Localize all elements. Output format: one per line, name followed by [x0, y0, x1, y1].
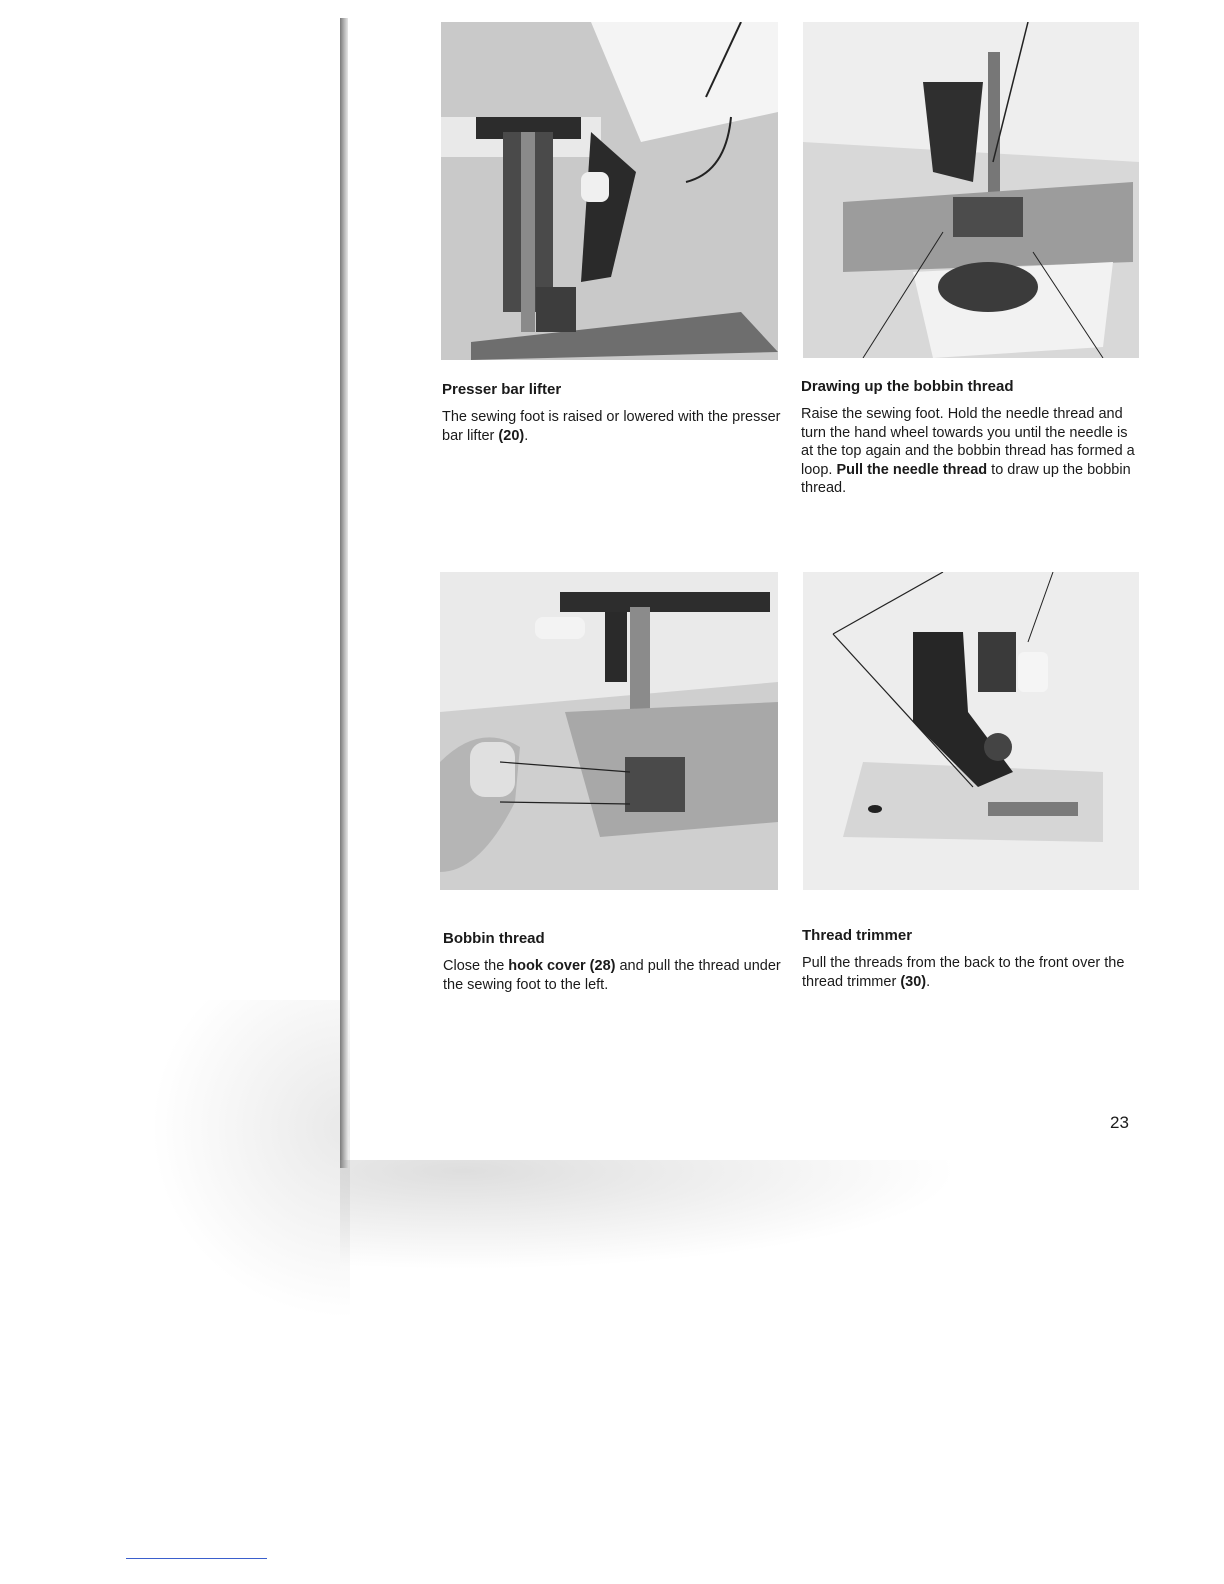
text-run-bold: (30) — [900, 973, 927, 990]
heading-bobbin-thread: Bobbin thread — [443, 930, 545, 947]
text-run: Raise the sewing foot. Hold the needle thread and turn the hand wheel towards you until the needle is at the top again and the bobbin thread has formed a loop. — [801, 406, 1135, 478]
body-drawing-up-bobbin-thread — [801, 405, 1141, 498]
heading-thread-trimmer: Thread trimmer — [802, 927, 913, 944]
body-bobbin-thread — [443, 957, 783, 994]
text-run-bold: (20) — [498, 427, 525, 444]
text-run: and pull the thread under the sewing foot to the left. — [443, 958, 781, 993]
body-presser-bar-lifter — [442, 408, 782, 445]
section-drawing-up-bobbin-thread — [801, 378, 1141, 498]
page-binding-edge — [340, 18, 348, 1168]
text-run: . — [926, 973, 931, 990]
photo-thread-trimmer — [803, 572, 1139, 890]
photo-presser-bar-lifter — [441, 22, 778, 360]
section-bobbin-thread — [443, 930, 783, 994]
page-number: 23 — [1110, 1113, 1129, 1132]
heading-presser-bar-lifter: Presser bar lifter — [442, 381, 562, 398]
text-run: to draw up the bobbin thread. — [801, 461, 1131, 496]
footer-rule — [126, 1558, 267, 1559]
body-thread-trimmer — [802, 954, 1142, 991]
section-presser-bar-lifter — [442, 381, 782, 445]
photo-drawing-up-bobbin-thread — [803, 22, 1139, 358]
photo-bobbin-thread — [440, 572, 778, 890]
heading-drawing-up-bobbin-thread: Drawing up the bobbin thread — [801, 378, 1014, 395]
text-run: Close the — [443, 958, 509, 974]
text-run: Pull the threads from the back to the front over the thread trimmer — [802, 955, 1125, 990]
text-run-bold: Pull the needle thread — [836, 461, 988, 478]
scan-shadow-left — [150, 1000, 350, 1320]
text-run: The sewing foot is raised or lowered with the presser bar lifter — [442, 409, 781, 444]
text-run: . — [524, 427, 529, 444]
scan-shadow-bottom — [340, 1160, 960, 1270]
text-run-bold: hook cover (28) — [508, 958, 616, 974]
section-thread-trimmer — [802, 927, 1142, 991]
